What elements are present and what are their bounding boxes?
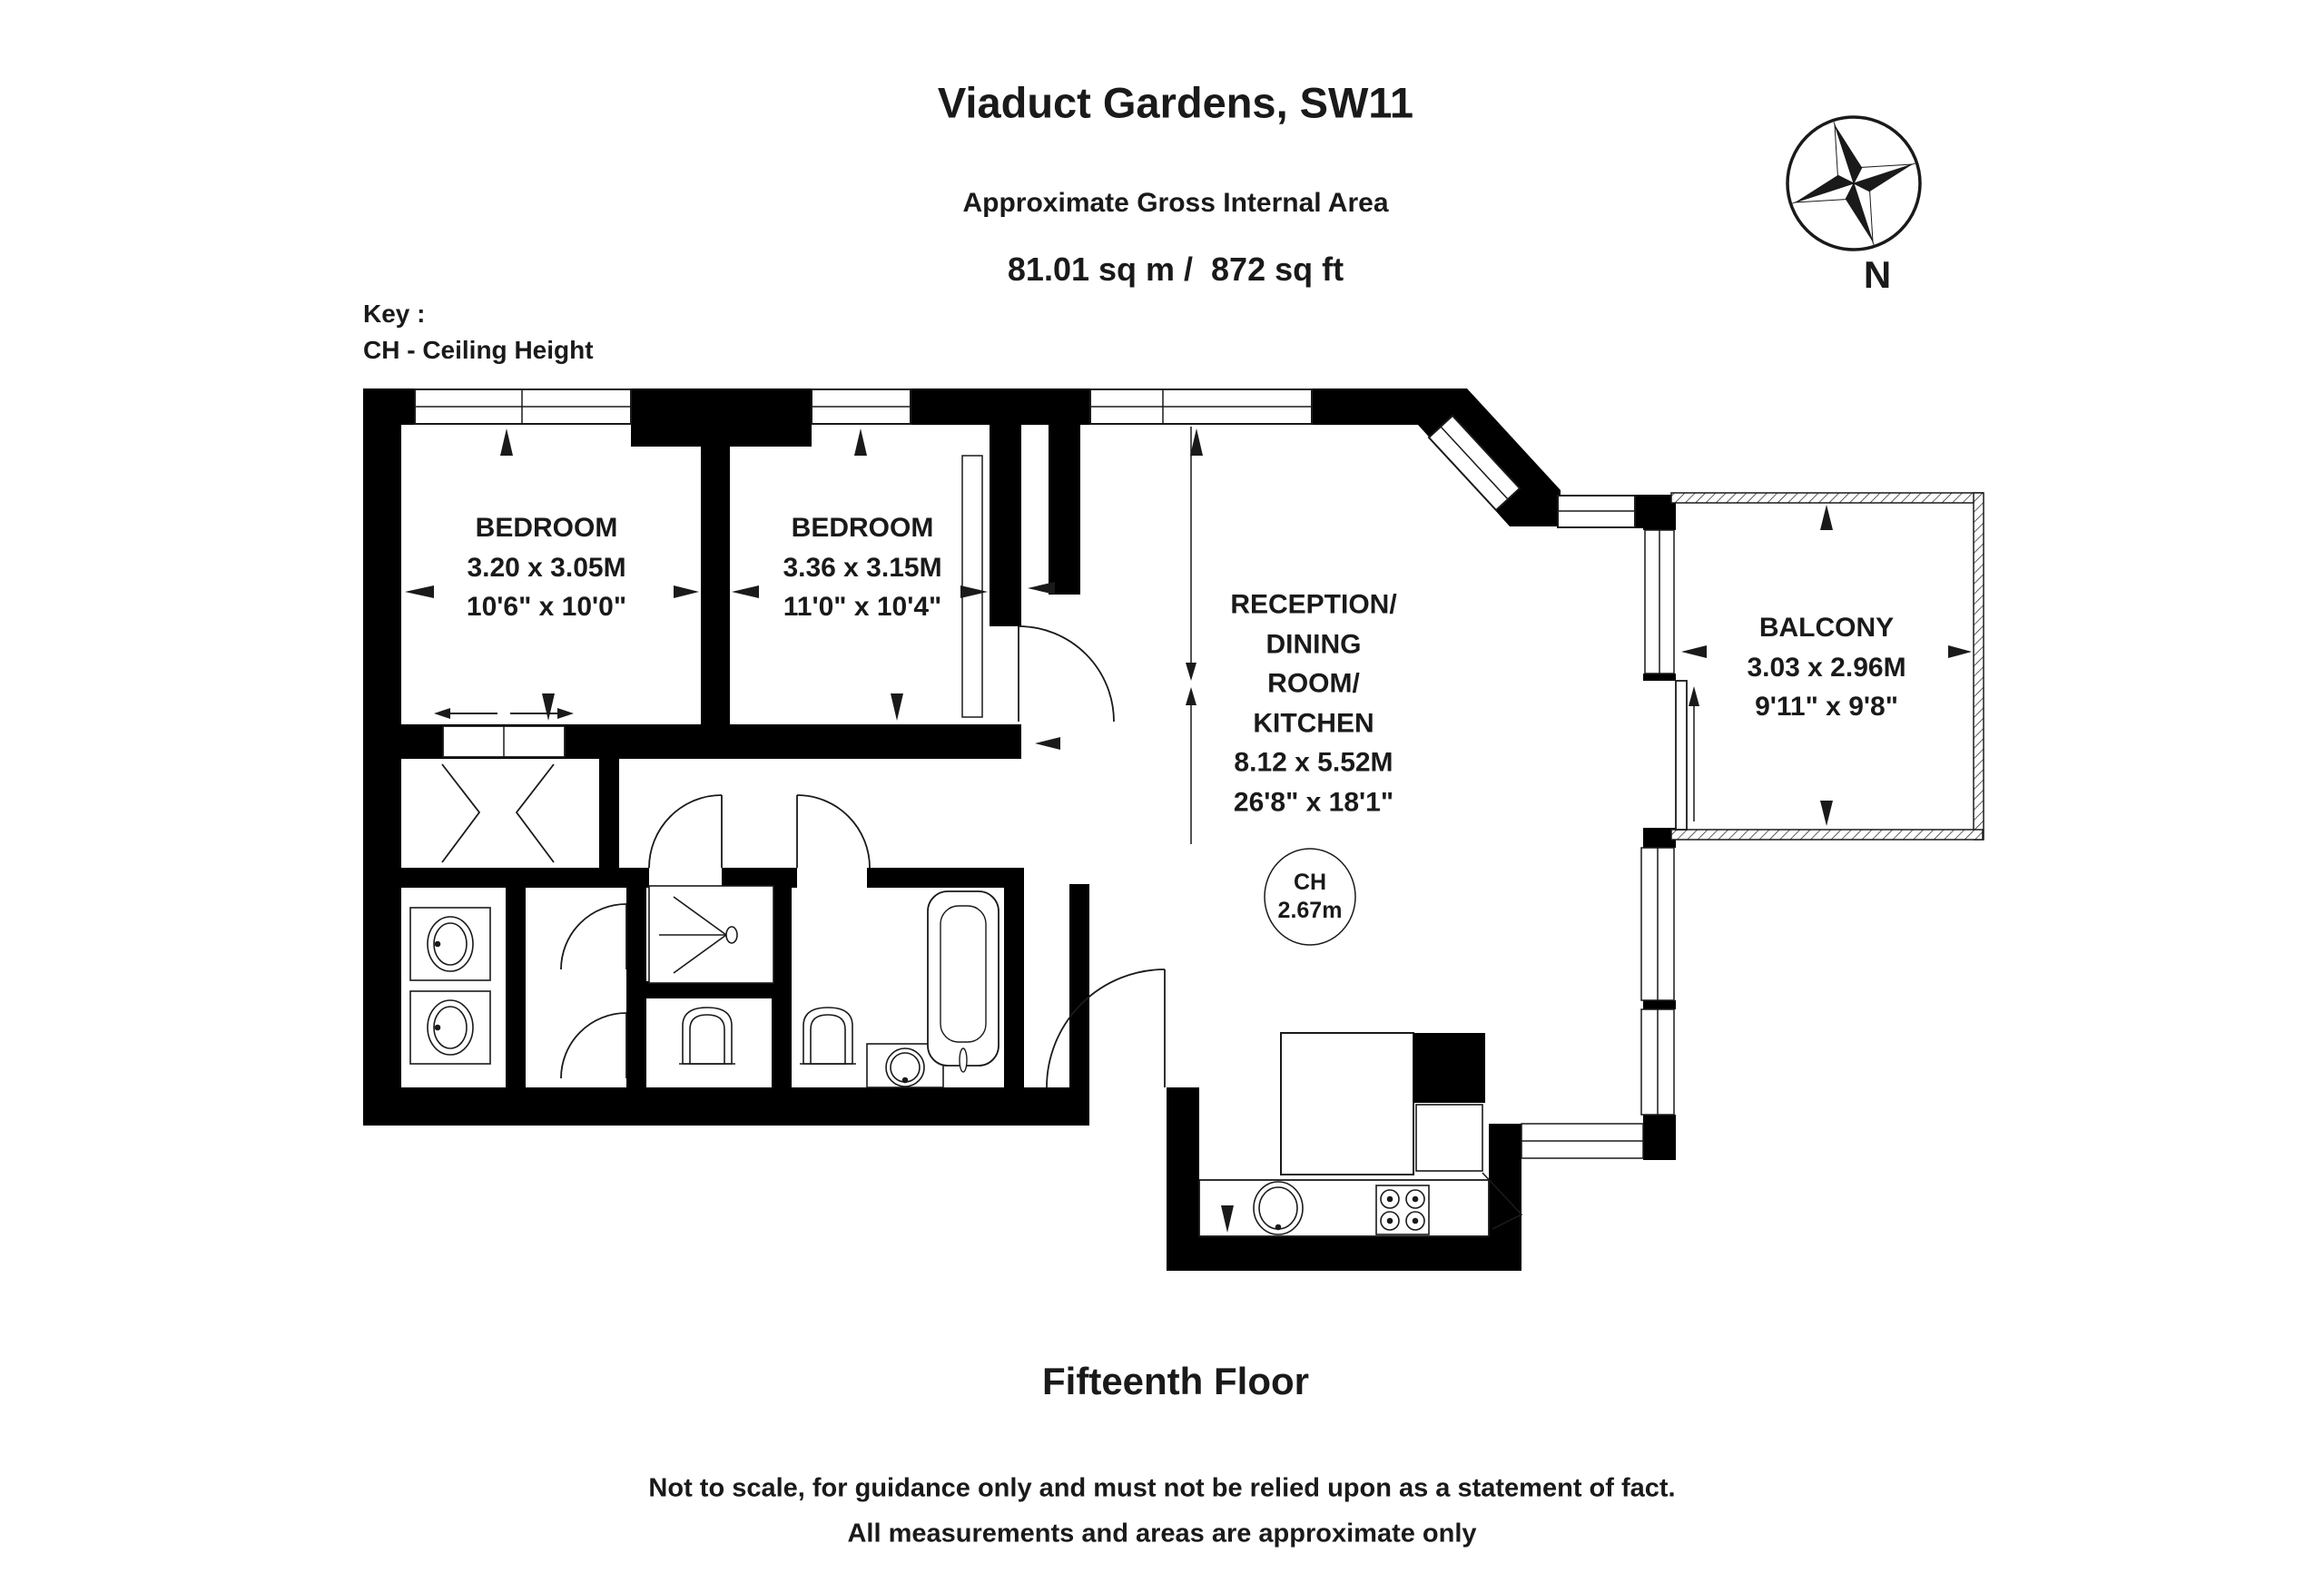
toilet-wc	[679, 1008, 735, 1064]
balcony-label: BALCONY 3.03 x 2.96M 9'11" x 9'8"	[1747, 612, 1906, 722]
kitchen-counter	[1199, 1180, 1489, 1236]
disclaimer-line2: All measurements and areas are approximate only	[847, 1519, 1477, 1549]
compass-north-label: N	[1863, 253, 1892, 296]
sliding-closet-door	[434, 708, 574, 757]
shower	[649, 886, 773, 983]
disclaimer-line1: Not to scale, for guidance only and must not be relied upon as a statement of fact.	[648, 1473, 1676, 1503]
hob	[1376, 1185, 1429, 1234]
sliding-door-panel	[1676, 681, 1687, 830]
laundry-appliances	[410, 908, 490, 1064]
bedroom1-label: BEDROOM 3.20 x 3.05M 10'6" x 10'0"	[466, 512, 627, 622]
toilet-bathroom	[800, 1008, 856, 1064]
key-ceiling-height: CH - Ceiling Height	[363, 336, 594, 364]
bifold-doors	[442, 764, 554, 862]
ceiling-height-label: CH 2.67m	[1277, 869, 1343, 923]
reception-label: RECEPTION/ DINING ROOM/ KITCHEN 8.12 x 5.52M 26'8" x 18'1"	[1230, 589, 1397, 817]
bedroom2-label: BEDROOM 3.36 x 3.15M 11'0" x 10'4"	[783, 512, 942, 622]
bathtub	[928, 891, 999, 1072]
floor-label: Fifteenth Floor	[1042, 1360, 1309, 1402]
page-subtitle: Approximate Gross Internal Area	[962, 188, 1389, 218]
bay-window	[1558, 496, 1635, 527]
gross-area: 81.01 sq m / 872 sq ft	[1007, 251, 1344, 288]
compass-icon	[1773, 103, 1935, 265]
key-heading: Key :	[363, 300, 426, 328]
page-title: Viaduct Gardens, SW11	[937, 78, 1414, 127]
